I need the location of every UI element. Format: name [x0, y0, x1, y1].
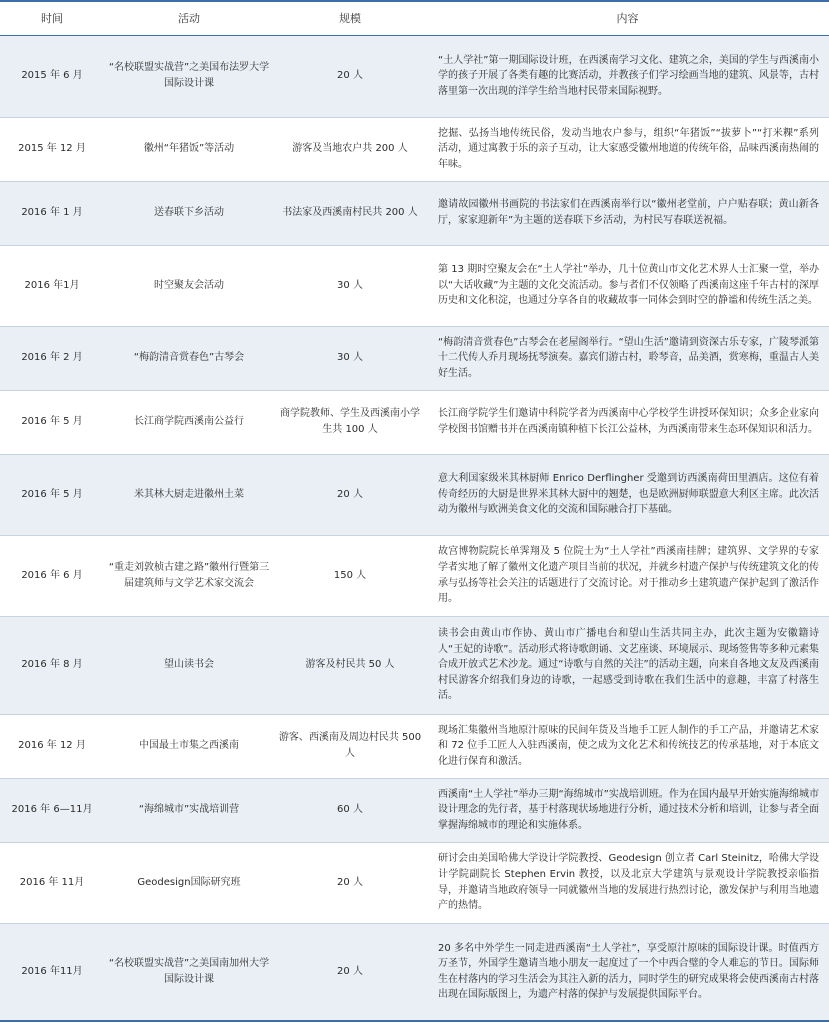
cell-time: 2016 年 12 月: [0, 714, 104, 778]
cell-scale: 游客及村民共 50 人: [274, 616, 426, 714]
cell-scale: 游客及当地农户共 200 人: [274, 117, 426, 181]
cell-content: 意大利国家级米其林厨师 Enrico Derflingher 受邀到访西溪南荷田里酒店。这位有着传奇经历的大厨是世界米其林大厨中的翘楚，也是欧洲厨师联盟意大利区主席。此次活动为徽州与欧洲美食文化的交流和国际融合打下基础。: [426, 454, 829, 535]
header-scale: 规模: [274, 1, 426, 35]
cell-content: “土人学社”第一期国际设计班，在西溪南学习文化、建筑之余，美国的学生与西溪南小学的孩子开展了各类有趣的比赛活动，并教孩子们学习绘画当地的建筑、风景等，古村落里第一次出现的洋学生给当地村民带来国际视野。: [426, 35, 829, 117]
table-row: [0, 778, 829, 842]
cell-content: 第 13 期时空聚友会在“土人学社”举办，几十位黄山市文化艺术界人士汇聚一堂，举办以“大话收藏”为主题的文化交流活动。参与者们不仅领略了西溪南这座千年古村的深厚历史和文化积淀，也通过分享各自的收藏故事一同体会到时空的静谧和传统生活之美。: [426, 245, 829, 326]
cell-scale: 30 人: [274, 245, 426, 326]
cell-time: 2016 年 8 月: [0, 616, 104, 714]
cell-time: 2016 年 5 月: [0, 454, 104, 535]
cell-activity: “名校联盟实战营”之美国布法罗大学国际设计课: [104, 35, 274, 117]
cell-content: 故宫博物院院长单霁翔及 5 位院士为“土人学社”西溪南挂牌；建筑界、文学界的专家学者实地了解了徽州文化遗产项目当前的状况，并就乡村遗产保护与传统建筑文化的传承与弘扬等社会关注的话题进行了交流讨论。对于推动乡土建筑遗产保护起到了激活作用。: [426, 535, 829, 616]
cell-scale: 书法家及西溪南村民共 200 人: [274, 181, 426, 245]
cell-activity: 望山读书会: [104, 616, 274, 714]
cell-scale: 60 人: [274, 778, 426, 842]
cell-content: 邀请故园徽州书画院的书法家们在西溪南举行以“徽州老堂前，户户贴春联；黄山新各厅，家家迎新年”为主题的送春联下乡活动，为村民写春联送祝福。: [426, 181, 829, 245]
cell-content: “梅韵清音赏春色”古琴会在老屋阁举行。“望山生活”邀请到资深古乐专家，广陵琴派第十二代传人乔月现场抚琴演奏。嘉宾们游古村，聆琴音，品美酒，赏寒梅，重温古人美好生活。: [426, 326, 829, 390]
cell-scale: 商学院教师、学生及西溪南小学生共 100 人: [274, 390, 426, 454]
table-row: [0, 714, 829, 778]
table-row: [0, 181, 829, 245]
cell-time: 2016 年11月: [0, 923, 104, 1021]
cell-content: 长江商学院学生们邀请中科院学者为西溪南中心学校学生讲授环保知识；众多企业家向学校图书馆赠书并在西溪南镇种植下长江公益林，为西溪南带来生态环保知识和活力。: [426, 390, 829, 454]
table-row: [0, 616, 829, 714]
table-body: [0, 35, 829, 1021]
cell-time: 2016 年 1 月: [0, 181, 104, 245]
cell-scale: 20 人: [274, 35, 426, 117]
cell-scale: 20 人: [274, 923, 426, 1021]
table-row: [0, 117, 829, 181]
header-row: [0, 1, 829, 35]
table-row: [0, 390, 829, 454]
cell-content: 西溪南“土人学社”举办三期“海绵城市”实战培训班。作为在国内最早开始实施海绵城市设计理念的先行者，基于村落现状场地进行分析，通过技术分析和培训，让参与者全面掌握海绵城市的理论和实施体系。: [426, 778, 829, 842]
table-row: [0, 326, 829, 390]
cell-activity: 徽州“年猪饭”等活动: [104, 117, 274, 181]
cell-activity: “梅韵清音赏春色”古琴会: [104, 326, 274, 390]
table-row: [0, 35, 829, 117]
table-row: [0, 454, 829, 535]
cell-content: 挖掘、弘扬当地传统民俗，发动当地农户参与，组织“年猪饭”“拔萝卜”“打米粿”系列活动，通过寓教于乐的亲子互动，让大家感受徽州地道的传统年俗，品味西溪南热闹的年味。: [426, 117, 829, 181]
cell-time: 2016 年 6—11月: [0, 778, 104, 842]
cell-time: 2016 年 2 月: [0, 326, 104, 390]
cell-activity: “海绵城市”实战培训营: [104, 778, 274, 842]
table-row: [0, 535, 829, 616]
table-row: [0, 923, 829, 1021]
header-time: 时间: [0, 1, 104, 35]
cell-time: 2016 年1月: [0, 245, 104, 326]
cell-content: 研讨会由美国哈佛大学设计学院教授、Geodesign 创立者 Carl Steinitz，哈佛大学设计学院副院长 Stephen Ervin 教授，以及北京大学建筑与景观设计学院教授亲临指导，并邀请当地政府领导一同就徽州当地的发展进行热烈讨论，激发保护与利用当地遗产的热情。: [426, 842, 829, 923]
cell-content: 读书会由黄山市作协、黄山市广播电台和望山生活共同主办，此次主题为安徽籍诗人“王妃的诗歌”。活动形式将诗歌朗诵、文艺座谈、环境展示、现场签售等多种元素集合成开放式艺术沙龙。通过“诗歌与自然的关注”的活动主题，向来自各地文友及西溪南村民游客介绍我们身边的诗歌，一起感受到诗歌在我们生活中的意趣，丰富了村落生活。: [426, 616, 829, 714]
table-row: [0, 842, 829, 923]
cell-activity: 米其林大厨走进徽州土菜: [104, 454, 274, 535]
cell-scale: 150 人: [274, 535, 426, 616]
cell-scale: 20 人: [274, 842, 426, 923]
cell-time: 2016 年 11月: [0, 842, 104, 923]
cell-scale: 20 人: [274, 454, 426, 535]
header-content: 内容: [426, 1, 829, 35]
cell-time: 2015 年 6 月: [0, 35, 104, 117]
cell-activity: 中国最土市集之西溪南: [104, 714, 274, 778]
cell-content: 现场汇集徽州当地原汁原味的民间年货及当地手工匠人制作的手工产品，并邀请艺术家和 72 位手工匠人入驻西溪南，使之成为文化艺术和传统技艺的传承基地，对于本底文化进行保育和激活。: [426, 714, 829, 778]
table-row: [0, 245, 829, 326]
cell-scale: 30 人: [274, 326, 426, 390]
header-activity: 活动: [104, 1, 274, 35]
cell-time: 2016 年 6 月: [0, 535, 104, 616]
cell-activity: 送春联下乡活动: [104, 181, 274, 245]
cell-scale: 游客、西溪南及周边村民共 500 人: [274, 714, 426, 778]
cell-activity: Geodesign国际研究班: [104, 842, 274, 923]
cell-activity: “重走刘敦桢古建之路”徽州行暨第三届建筑师与文学艺术家交流会: [104, 535, 274, 616]
cell-activity: 时空聚友会活动: [104, 245, 274, 326]
cell-activity: 长江商学院西溪南公益行: [104, 390, 274, 454]
table-header: [0, 1, 829, 35]
cell-time: 2015 年 12 月: [0, 117, 104, 181]
cell-content: 20 多名中外学生一同走进西溪南“土人学社”，享受原汁原味的国际设计课。时值西方万圣节，外国学生邀请当地小朋友一起度过了一个中西合璧的令人难忘的节日。国际师生在村落内的学习生活会为其注入新的活力，同时学生的研究成果将会使西溪南古村落出现在国际版图上，为遗产村落的保护与发展提供国际平台。: [426, 923, 829, 1021]
cell-time: 2016 年 5 月: [0, 390, 104, 454]
cell-activity: “名校联盟实战营”之美国南加州大学国际设计课: [104, 923, 274, 1021]
